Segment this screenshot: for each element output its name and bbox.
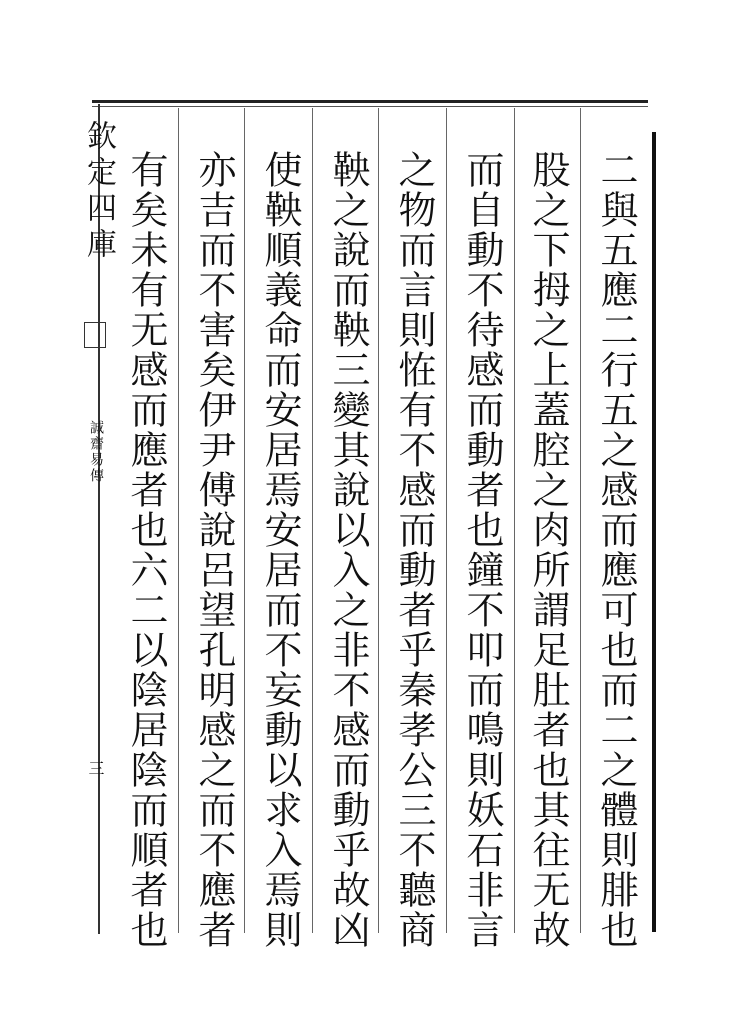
column-divider	[178, 108, 179, 933]
column-divider	[580, 108, 581, 933]
column-divider	[514, 108, 515, 933]
text-column: 而自動不待感而動者也鐘不叩而鳴則妖石非言	[460, 150, 504, 950]
text-column: 亦吉而不害矣伊尹傅說呂望孔明感之而不應者	[192, 150, 236, 950]
text-column: 股之下拇之上蓋腔之肉所謂足肚者也其往无故	[526, 150, 570, 950]
text-column: 鞅之說而鞅三變其說以入之非不感而動乎故凶	[326, 150, 370, 950]
column-divider	[378, 108, 379, 933]
text-column: 之物而言則恠有不感而動者乎秦孝公三不聽商	[392, 150, 436, 950]
column-divider	[312, 108, 313, 933]
text-column: 二與五應二行五之感而應可也而二之體則腓也	[594, 150, 638, 950]
top-border-inner-line	[92, 106, 648, 107]
margin-title: 欽定四庫	[81, 120, 116, 264]
column-divider	[446, 108, 447, 933]
chapter-marker	[84, 322, 106, 348]
column-divider	[244, 108, 245, 933]
page-number: 三	[86, 760, 105, 776]
text-column: 有矣未有无感而應者也六二以陰居陰而順者也	[124, 150, 168, 950]
top-border-line	[92, 100, 648, 103]
text-column: 使鞅順義命而安居焉安居而不妄動以求入焉則	[258, 150, 302, 950]
margin-chapter: 誠齋易傳	[88, 420, 104, 484]
right-border-line	[652, 132, 656, 932]
